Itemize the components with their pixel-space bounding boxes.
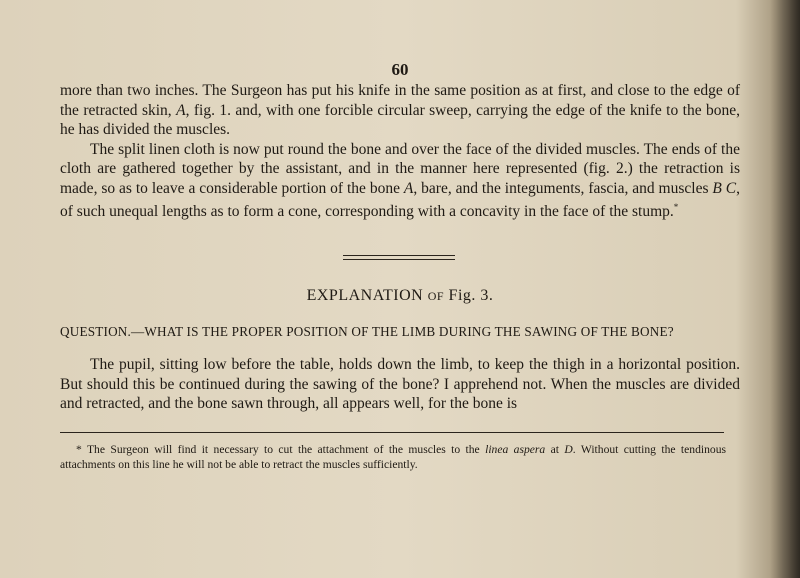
section-heading: EXPLANATION OF Fig. 3.	[306, 287, 494, 304]
paragraph-2: The split linen cloth is now put round the bone and over the face of the divided muscles. The ends of the cloth are gathered together by the assistant, and in the manner here represented (fig. 2.) the retraction is made, so as to leave a considerable portion of the bone A, bare, and the integuments, fascia, and muscles B C, of such unequal lengths as to form a cone, corresponding with a concavity in the face of the stump.*	[60, 140, 741, 221]
body-text	[60, 81, 740, 222]
footnote-rule	[60, 432, 724, 433]
answer-text	[60, 355, 740, 414]
footnote: * The Surgeon will find it necessary to cut the attachment of the muscles to the linea aspera at D. Without cutting the tendinous attachments on this line he will not be able to retract the muscles sufficiently.	[60, 443, 727, 471]
paragraph-1: more than two inches. The Surgeon has put his knife in the same position as at first, and close to the edge of the retracted skin, A, fig. 1. and, with one forcible circular sweep, carrying the edge of the knife to the bone, he has divided the muscles.	[60, 82, 740, 138]
question-heading: QUESTION.—WHAT IS THE PROPER POSITION OF THE LIMB DURING THE SAWING OF THE BONE?	[60, 324, 674, 339]
answer-paragraph: The pupil, sitting low before the table, holds down the limb, to keep the thigh in a horizontal position. But should this be continued during the sawing of the bone? I apprehend not. When the muscles are divided and retracted, and the bone sawn through, all appears well, for the bone is	[60, 356, 740, 412]
page-number: 60	[391, 60, 409, 79]
footnote-marker: *	[673, 202, 679, 212]
section-divider-double-rule	[343, 255, 455, 260]
